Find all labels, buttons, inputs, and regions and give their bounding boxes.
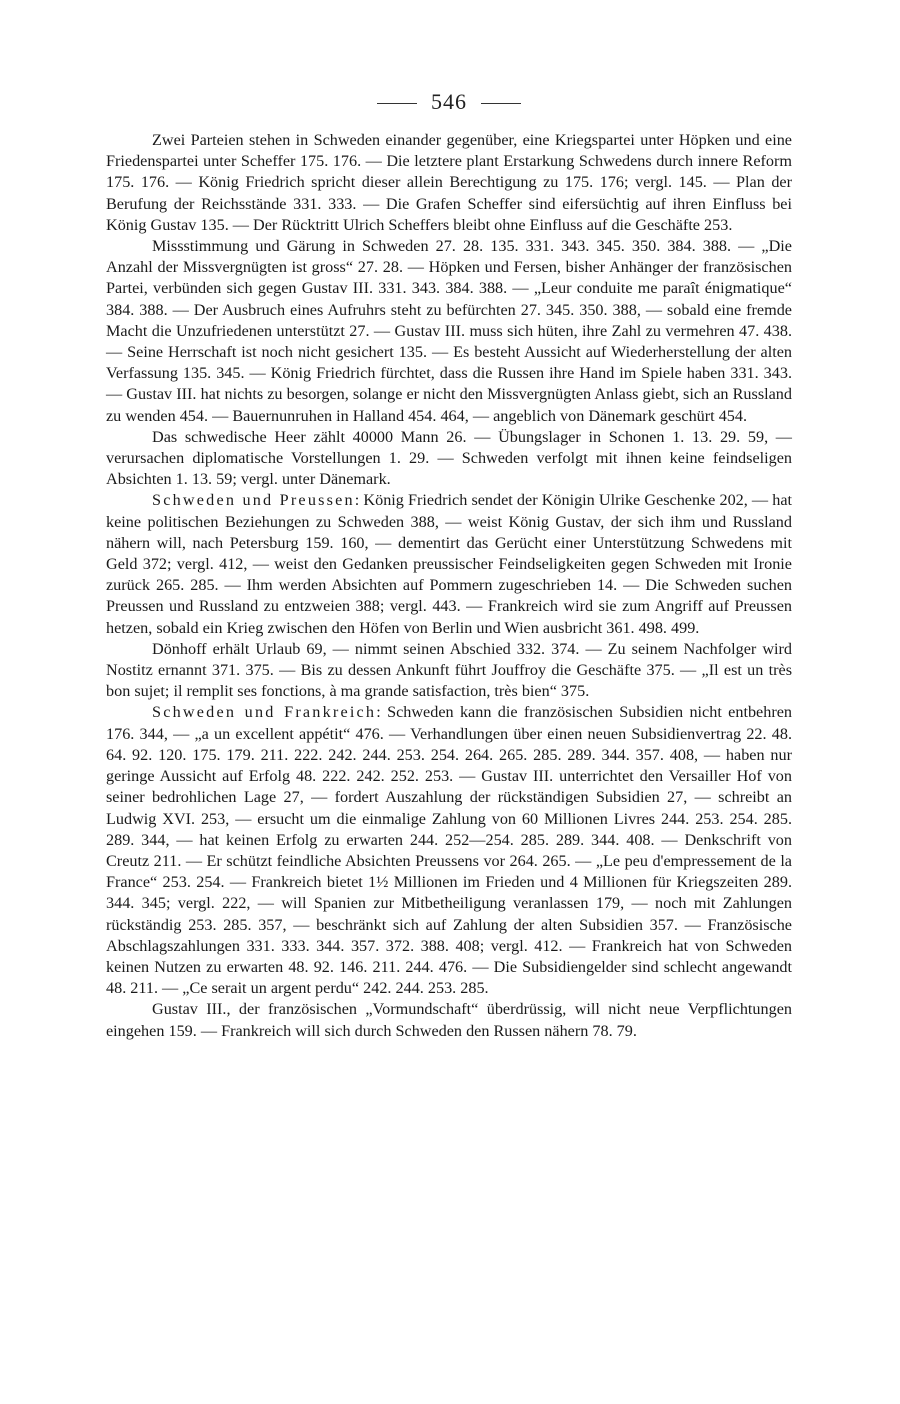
paragraph-text: Gustav III., der französischen „Vormundschaft“ überdrüssig, will nicht neue Verpflichtungen eingehen 159. — Frankreich will sich durch Schweden den Russen nähern 78. 79. bbox=[106, 1000, 792, 1040]
paragraph-text: : Schweden kann die französischen Subsidien nicht entbehren 176. 344, — „a un excellent appétit“ 476. — Verhandlungen über einen neuen Subsidienvertrag 22. 48. 64. 92. 120. 175. 179. 211. 222. 242. 244. 253. 254. 264. 265. 285. 289. 344. 357. 408, — haben nur geringe Aussicht auf Erfolg 48. 222. 242. 252. 253. — Gustav III. unterrichtet den Versailler Hof von seiner bedrohlichen Lage 27, — fordert Auszahlung der rückständigen Subsidien 27, — schreibt an Ludwig XVI. 253, — ersucht um die einmalige Zahlung von 60 Millionen Livres 244. 253. 254. 285. 289. 344, — hat keinen Erfolg zu erwarten 244. 252—254. 285. 289. 344. 408. — Denkschrift von Creutz 211. — Er schützt feindliche Absichten Preussens vor 264. 265. — „Le peu d'empressement de la France“ 253. 254. — Frankreich bietet 1½ Millionen im Frieden und 4 Millionen für Kriegszeiten 289. 344. 345; vergl. 222, — will Spanien zur Mitbetheiligung veranlassen 179, — noch mit Zahlungen rückständig 253. 285. 357, — beschränkt sich auf Zahlung der alten Subsidien 357. — Französische Abschlagszahlungen 331. 333. 344. 357. 372. 388. 408; vergl. 412. — Frankreich hat von Schweden keinen Nutzen zu erwarten 48. 92. 146. 211. 244. 476. — Die Subsidiengelder sind schlecht angewandt 48. 211. — „Ce serait un argent perdu“ 242. 244. 253. 285. bbox=[106, 703, 792, 998]
paragraph-sweden-france bbox=[106, 702, 792, 999]
paragraph-parties bbox=[106, 130, 792, 236]
section-heading: Schweden und Frankreich bbox=[152, 703, 377, 722]
document-page bbox=[106, 84, 792, 1042]
header-rule-left bbox=[377, 103, 417, 104]
paragraph-unrest bbox=[106, 236, 792, 427]
paragraph-doenhoff bbox=[106, 639, 792, 703]
paragraph-text: : König Friedrich sendet der Königin Ulrike Geschenke 202, — hat keine politischen Beziehungen zu Schweden 388, — weist König Gustav, der sich ihm und Russland nähern will, nach Petersburg 159. 160, — dementirt das Gerücht einer Unterstützung Schwedens mit Geld 372; vergl. 412, — weist den Gedanken preussischer Feindseligkeiten gegen Schweden mit Ironie zurück 265. 285. — Ihm werden Absichten auf Pommern zugeschrieben 14. — Die Schweden suchen Preussen und Russland zu entzweien 388; vergl. 443. — Frankreich wird sie zum Angriff auf Preussen hetzen, sobald ein Krieg zwischen den Höfen von Berlin und Wien ausbricht 361. 498. 499. bbox=[106, 491, 792, 637]
header-rule-right bbox=[481, 103, 521, 104]
paragraph-gustav bbox=[106, 999, 792, 1041]
section-heading: Schweden und Preussen bbox=[152, 491, 355, 510]
paragraph-army bbox=[106, 427, 792, 491]
paragraph-sweden-prussia bbox=[106, 490, 792, 638]
paragraph-text: Dönhoff erhält Urlaub 69, — nimmt seinen Abschied 332. 374. — Zu seinem Nachfolger wird Nostitz ernannt 371. 375. — Bis zu dessen Ankunft führt Jouffroy die Geschäfte 375. — „Il est un très bon sujet; il remplit ses fonctions, à ma grande satisfaction, très bien“ 375. bbox=[106, 639, 792, 701]
paragraph-text: Zwei Parteien stehen in Schweden einander gegenüber, eine Kriegspartei unter Höpken und eine Friedenspartei unter Scheffer 175. 176. — Die letztere plant Erstarkung Schwedens durch innere Reform 175. 176. — König Friedrich spricht dieser allein Berechtigung zu 175. 176; vergl. 145. — Plan der Berufung der Reichsstände 331. 333. — Die Grafen Scheffer sind eifersüchtig auf ihren Einfluss bei König Gustav 135. — Der Rücktritt Ulrich Scheffers bleibt ohne Einfluss auf die Geschäfte 253. bbox=[106, 131, 792, 234]
page-number: 546 bbox=[431, 89, 467, 114]
page-header bbox=[106, 84, 792, 120]
paragraph-text: Das schwedische Heer zählt 40000 Mann 26. — Übungslager in Schonen 1. 13. 29. 59, — verursachen diplomatische Vorstellungen 1. 29. — Schweden verfolgt mit ihnen keine feindseligen Absichten 1. 13. 59; vergl. unter Dänemark. bbox=[106, 427, 792, 489]
paragraph-text: Missstimmung und Gärung in Schweden 27. 28. 135. 331. 343. 345. 350. 384. 388. — „Die Anzahl der Missvergnügten ist gross“ 27. 28. — Höpken und Fersen, bisher Anhänger der französischen Partei, verbünden sich gegen Gustav III. 331. 343. 384. 388. — „Leur conduite me paraît énigmatique“ 384. 388. — Der Ausbruch eines Aufruhrs steht zu befürchten 27. 345. 350. 388, — sobald eine fremde Macht die Unzufriedenen unterstützt 27. — Gustav III. muss sich hüten, ihre Zahl zu vermehren 47. 438. — Seine Herrschaft ist noch nicht gesichert 135. — Es besteht Aussicht auf Wiederherstellung der alten Verfassung 135. 345. — König Friedrich fürchtet, dass die Russen ihre Hand im Spiele haben 331. 343. — Gustav III. hat nichts zu besorgen, solange er nicht den Missvergnügten Anlass giebt, sich an Russland zu wenden 454. — Bauernunruhen in Halland 454. 464, — angeblich von Dänemark geschürt 454. bbox=[106, 237, 792, 425]
